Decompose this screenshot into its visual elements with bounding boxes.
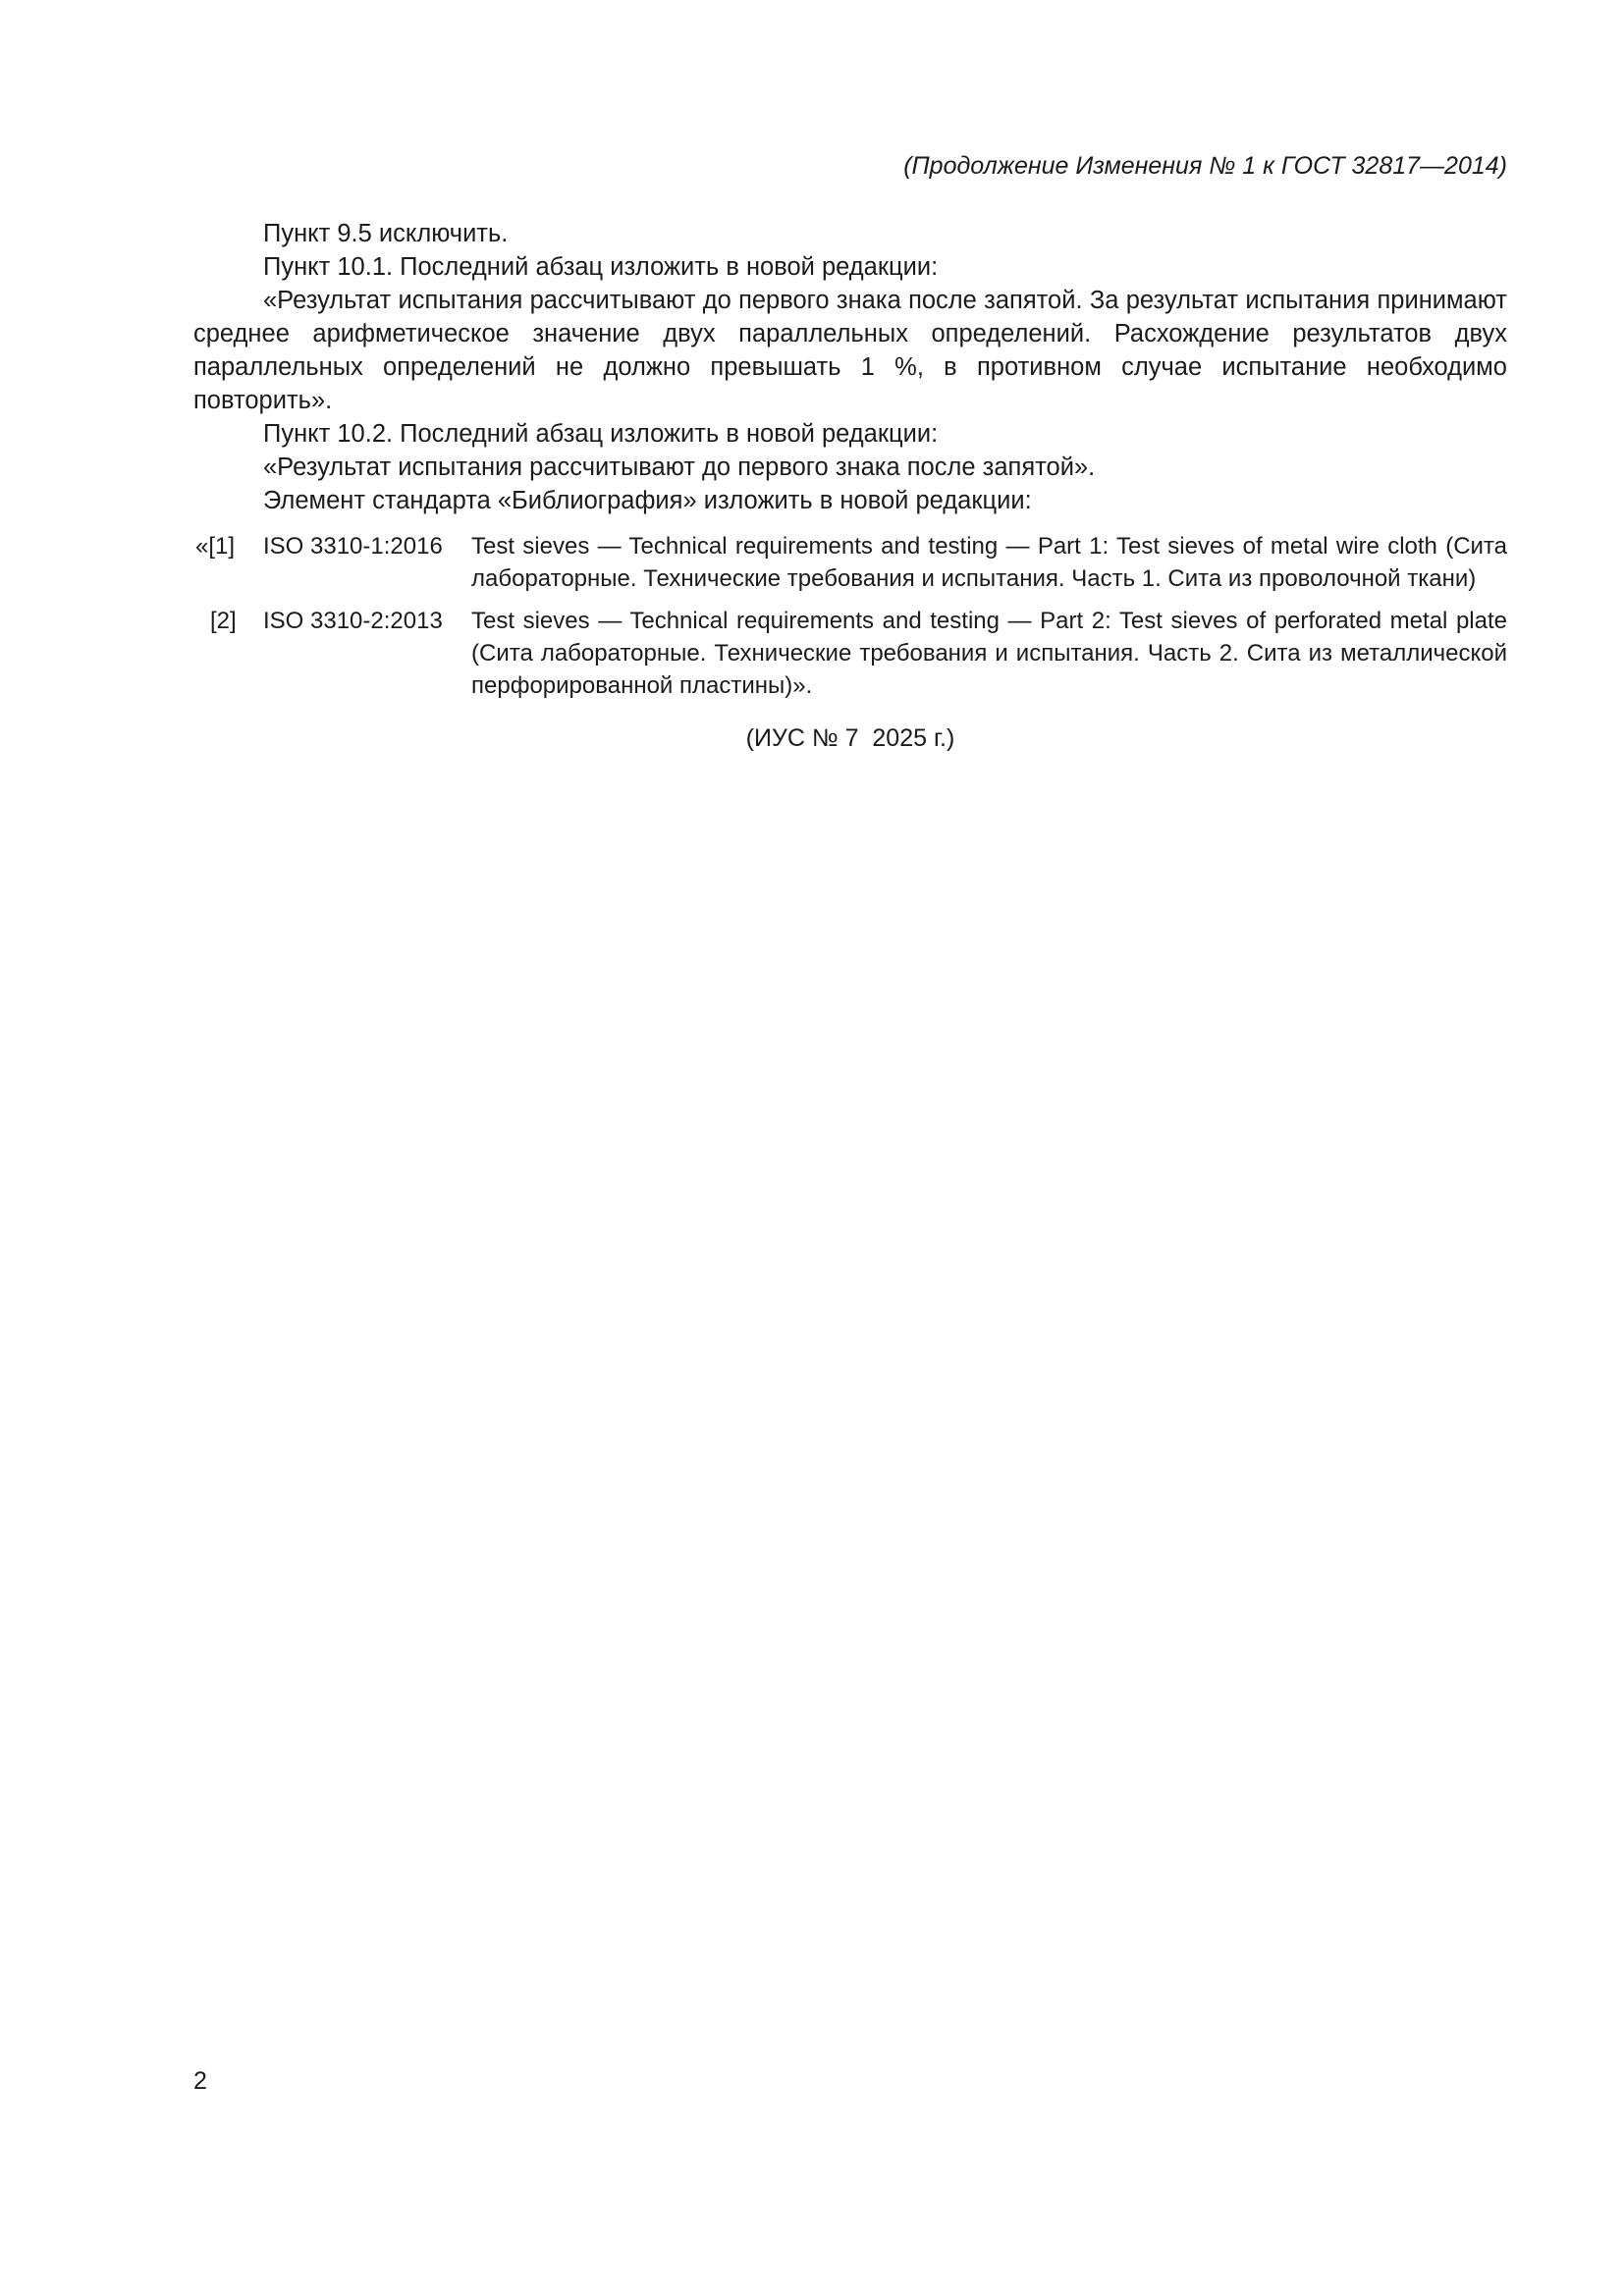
body-text xyxy=(193,217,1507,755)
bibliography-entry xyxy=(193,605,1507,702)
bib-description: Test sieves — Technical requirements and testing — Part 2: Test sieves of perforated metal plate (Сита лабораторные. Технические требования и испытания. Часть 2. Сита из металлической перфорированной пластины)». xyxy=(471,608,1507,699)
bib-description: Test sieves — Technical requirements and testing — Part 1: Test sieves of metal wire cloth (Сита лабораторные. Технические требования и испытания. Часть 1. Сита из проволочной ткани) xyxy=(471,533,1507,592)
bib-ref-label: «[1] xyxy=(195,533,236,560)
bib-ref-label: [2] xyxy=(210,608,237,634)
paragraph-punkt-10-2: Пункт 10.2. Последний абзац изложить в новой редакции: xyxy=(263,420,939,448)
paragraph-punkt-9-5: Пункт 9.5 исключить. xyxy=(263,220,509,247)
page-number: 2 xyxy=(193,2067,207,2095)
paragraph-punkt-10-1-new-text: «Результат испытания рассчитывают до первого знака после запятой. За результат испытания принимают среднее арифметическое значение двух параллельных определений. Расхождение результатов двух параллельных определений не должно превышать 1 %, в противном случае испытание необходимо повторить». xyxy=(193,287,1507,414)
paragraph-bibliography-intro: Элемент стандарта «Библиография» изложить в новой редакции: xyxy=(263,487,1032,514)
header-note: (Продолжение Изменения № 1 к ГОСТ 32817—2014) xyxy=(903,152,1507,180)
bibliography-list xyxy=(193,530,1507,702)
bib-standard-code: ISO 3310-2:2013 xyxy=(263,608,443,634)
bib-standard-code: ISO 3310-1:2016 xyxy=(263,533,443,560)
paragraph-punkt-10-2-new-text: «Результат испытания рассчитывают до первого знака после запятой». xyxy=(263,454,1096,481)
bibliography-entry xyxy=(193,530,1507,595)
ius-issue-note: (ИУС № 7 2025 г.) xyxy=(745,724,955,752)
paragraph-punkt-10-1: Пункт 10.1. Последний абзац изложить в новой редакции: xyxy=(263,253,939,281)
